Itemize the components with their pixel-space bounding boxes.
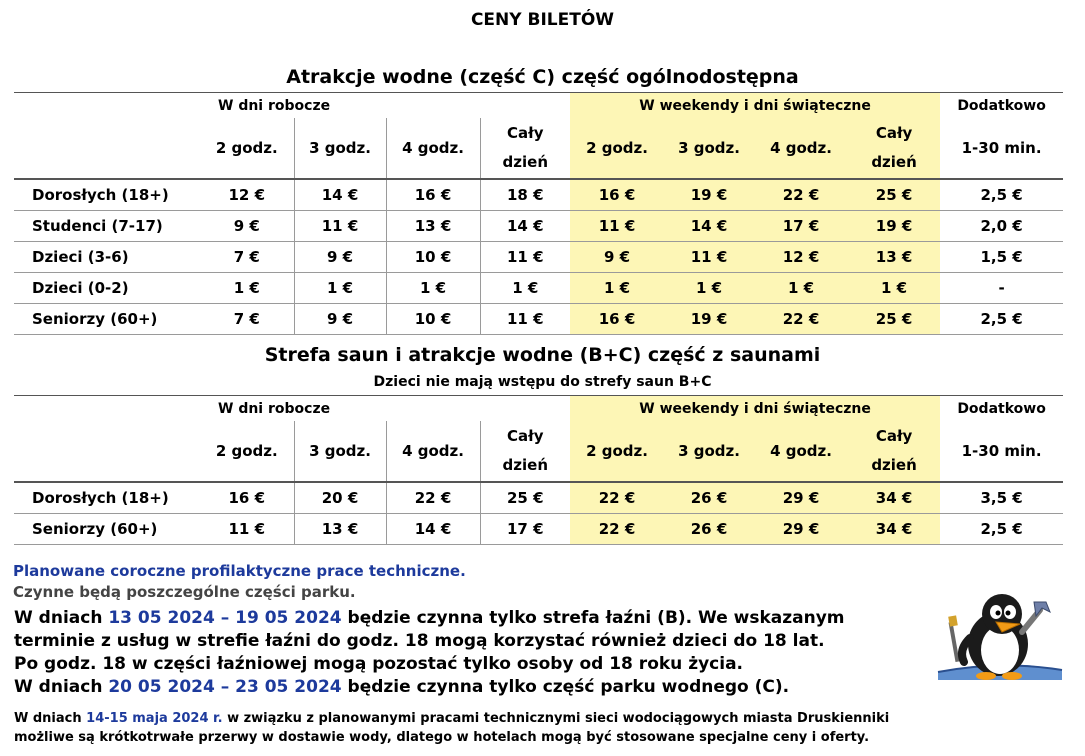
row-label: Dzieci (0-2) [14,273,200,304]
price-cell: 11 € [480,304,570,335]
price-cell: 22 € [754,304,848,335]
price-cell: 1,5 € [940,242,1063,273]
group-weekdays: W dni robocze [200,396,570,422]
table-row [14,304,1063,335]
price-cell: 25 € [480,482,570,514]
price-cell: 9 € [200,211,294,242]
group-weekdays: W dni robocze [200,93,570,119]
col-header: 1-30 min. [940,421,1063,482]
price-cell: 10 € [386,304,480,335]
price-cell: 2,0 € [940,211,1063,242]
table-row [14,242,1063,273]
price-cell: 26 € [664,514,754,545]
price-cell: 12 € [754,242,848,273]
price-cell: 11 € [200,514,294,545]
price-cell: 19 € [664,304,754,335]
col-header: 2 godz. [200,118,294,179]
water-notice-line-2: możliwe są krótkotrwałe przerwy w dostawie wody, dlatego w hotelach mogą być stosowane specjalne ceny i oferty. [14,730,870,745]
group-weekends: W weekendy i dni świąteczne [570,396,940,422]
row-label: Dorosłych (18+) [14,179,200,211]
table-row [14,179,1063,211]
price-cell: 2,5 € [940,514,1063,545]
col-header: 2 godz. [570,421,664,482]
price-cell: 7 € [200,242,294,273]
price-cell: 22 € [386,482,480,514]
col-header: 3 godz. [664,421,754,482]
notice-line-3: Po godz. 18 w części łaźniowej mogą pozostać tylko osoby od 18 roku życia. [14,654,744,674]
price-cell: 29 € [754,514,848,545]
col-header: Cały dzień [480,421,570,482]
price-cell: 16 € [200,482,294,514]
water-notice-line-1: W dniach 14-15 maja 2024 r. w związku z planowanymi pracami technicznymi sieci wodociągowych miasta Druskienniki [14,711,890,726]
col-header: 4 godz. [386,421,480,482]
price-cell: 19 € [664,179,754,211]
price-cell: 13 € [848,242,940,273]
price-cell: 11 € [294,211,386,242]
price-cell: 12 € [200,179,294,211]
price-table-water [14,92,1063,335]
penguin-with-wrench-icon [936,588,1064,680]
section1-title: Atrakcje wodne (część C) część ogólnodostępna [286,66,799,88]
price-cell: 1 € [480,273,570,304]
price-cell: 1 € [200,273,294,304]
price-table-sauna [14,395,1063,545]
col-header: Cały dzień [848,421,940,482]
group-weekends: W weekendy i dni świąteczne [570,93,940,119]
col-header: Cały dzień [848,118,940,179]
price-cell: 22 € [754,179,848,211]
row-label: Studenci (7-17) [14,211,200,242]
row-label: Dzieci (3-6) [14,242,200,273]
col-header: 4 godz. [754,421,848,482]
price-cell: 14 € [294,179,386,211]
price-cell: 11 € [570,211,664,242]
price-cell: - [940,273,1063,304]
price-cell: 34 € [848,514,940,545]
col-header: 1-30 min. [940,118,1063,179]
row-label: Seniorzy (60+) [14,304,200,335]
price-cell: 1 € [848,273,940,304]
table-row [14,211,1063,242]
price-cell: 29 € [754,482,848,514]
table-row [14,514,1063,545]
price-cell: 22 € [570,514,664,545]
price-cell: 20 € [294,482,386,514]
date-range: 13 05 2024 – 19 05 2024 [108,608,342,628]
section2-subtitle: Dzieci nie mają wstępu do strefy saun B+C [373,374,712,390]
price-cell: 11 € [664,242,754,273]
price-cell: 18 € [480,179,570,211]
date-range: 20 05 2024 – 23 05 2024 [108,677,342,697]
table-row [14,273,1063,304]
price-cell: 1 € [664,273,754,304]
col-header: 3 godz. [664,118,754,179]
price-cell: 16 € [570,179,664,211]
notice-line-4: W dniach 20 05 2024 – 23 05 2024 będzie czynna tylko część parku wodnego (C). [14,677,790,697]
table-row [14,482,1063,514]
price-cell: 13 € [386,211,480,242]
price-cell: 26 € [664,482,754,514]
price-cell: 1 € [570,273,664,304]
price-cell: 16 € [570,304,664,335]
section2-title: Strefa saun i atrakcje wodne (B+C) część z saunami [264,344,821,366]
price-cell: 25 € [848,179,940,211]
notice-line-2: terminie z usług w strefie łaźni do godz. 18 mogą korzystać również dzieci do 18 lat. [14,631,825,651]
price-cell: 19 € [848,211,940,242]
price-cell: 14 € [480,211,570,242]
price-cell: 2,5 € [940,304,1063,335]
price-cell: 25 € [848,304,940,335]
price-cell: 1 € [294,273,386,304]
date-range: 14-15 maja 2024 r. [86,711,223,726]
col-header: 3 godz. [294,421,386,482]
col-header: 4 godz. [754,118,848,179]
price-cell: 9 € [294,242,386,273]
col-header: 4 godz. [386,118,480,179]
group-extra: Dodatkowo [940,396,1063,422]
price-cell: 17 € [480,514,570,545]
col-header: 2 godz. [570,118,664,179]
col-header: Cały dzień [480,118,570,179]
price-cell: 16 € [386,179,480,211]
price-cell: 10 € [386,242,480,273]
price-cell: 1 € [386,273,480,304]
price-cell: 14 € [386,514,480,545]
group-extra: Dodatkowo [940,93,1063,119]
maintenance-subheading: Czynne będą poszczególne części parku. [13,583,356,601]
price-cell: 13 € [294,514,386,545]
price-cell: 17 € [754,211,848,242]
notice-line-1: W dniach 13 05 2024 – 19 05 2024 będzie czynna tylko strefa łaźni (B). We wskazanym [14,608,845,628]
price-cell: 9 € [294,304,386,335]
price-cell: 3,5 € [940,482,1063,514]
row-label: Dorosłych (18+) [14,482,200,514]
price-cell: 9 € [570,242,664,273]
row-label: Seniorzy (60+) [14,514,200,545]
page-title: CENY BILETÓW [470,10,615,30]
col-header: 2 godz. [200,421,294,482]
price-cell: 22 € [570,482,664,514]
price-cell: 14 € [664,211,754,242]
price-cell: 1 € [754,273,848,304]
price-cell: 34 € [848,482,940,514]
price-cell: 11 € [480,242,570,273]
price-cell: 2,5 € [940,179,1063,211]
maintenance-heading: Planowane coroczne profilaktyczne prace techniczne. [13,562,466,580]
col-header: 3 godz. [294,118,386,179]
price-cell: 7 € [200,304,294,335]
